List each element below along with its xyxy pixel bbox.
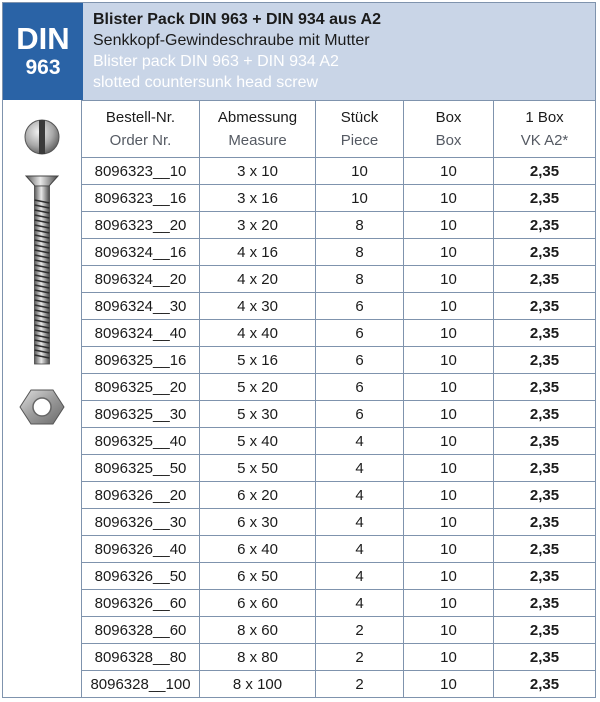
table-row bbox=[82, 347, 596, 374]
header-measure-de: Abmessung bbox=[217, 109, 298, 126]
order-nr-cell: 8096325__40 bbox=[82, 428, 200, 455]
box-cell: 10 bbox=[404, 644, 494, 671]
piece-cell: 10 bbox=[316, 185, 404, 212]
badge-line1: DIN bbox=[16, 20, 70, 56]
measure-cell: 4 x 40 bbox=[200, 320, 316, 347]
hex-nut-icon bbox=[20, 390, 64, 424]
piece-cell: 10 bbox=[316, 158, 404, 185]
piece-cell: 2 bbox=[316, 671, 404, 698]
price-cell: 2,35 bbox=[494, 617, 596, 644]
box-cell: 10 bbox=[404, 509, 494, 536]
countersunk-screw-icon bbox=[26, 176, 58, 364]
table-row bbox=[82, 509, 596, 536]
header-price-en: VK A2* bbox=[520, 132, 569, 149]
table-row bbox=[82, 212, 596, 239]
measure-cell: 5 x 20 bbox=[200, 374, 316, 401]
measure-cell: 6 x 20 bbox=[200, 482, 316, 509]
piece-cell: 8 bbox=[316, 212, 404, 239]
table-row bbox=[82, 293, 596, 320]
title-box bbox=[83, 3, 595, 100]
table-row bbox=[82, 536, 596, 563]
piece-cell: 8 bbox=[316, 266, 404, 293]
header-box-en: Box bbox=[435, 132, 462, 149]
measure-cell: 3 x 10 bbox=[200, 158, 316, 185]
table-row bbox=[82, 185, 596, 212]
table-row bbox=[82, 158, 596, 185]
price-cell: 2,35 bbox=[494, 644, 596, 671]
box-cell: 10 bbox=[404, 482, 494, 509]
piece-cell: 4 bbox=[316, 590, 404, 617]
piece-cell: 6 bbox=[316, 401, 404, 428]
price-cell: 2,35 bbox=[494, 455, 596, 482]
order-nr-cell: 8096328__60 bbox=[82, 617, 200, 644]
order-nr-cell: 8096325__30 bbox=[82, 401, 200, 428]
header-box-de: Box bbox=[435, 109, 462, 126]
order-nr-cell: 8096328__100 bbox=[82, 671, 200, 698]
order-nr-cell: 8096326__20 bbox=[82, 482, 200, 509]
measure-cell: 6 x 40 bbox=[200, 536, 316, 563]
table-row bbox=[82, 239, 596, 266]
piece-cell: 2 bbox=[316, 644, 404, 671]
box-cell: 10 bbox=[404, 563, 494, 590]
box-cell: 10 bbox=[404, 347, 494, 374]
title-en-line2: slotted countersunk head screw bbox=[93, 74, 319, 91]
piece-cell: 4 bbox=[316, 428, 404, 455]
din-badge bbox=[3, 3, 83, 100]
box-cell: 10 bbox=[404, 212, 494, 239]
order-nr-cell: 8096323__10 bbox=[82, 158, 200, 185]
piece-cell: 2 bbox=[316, 617, 404, 644]
measure-cell: 4 x 30 bbox=[200, 293, 316, 320]
order-nr-cell: 8096326__40 bbox=[82, 536, 200, 563]
box-cell: 10 bbox=[404, 401, 494, 428]
header-measure-en: Measure bbox=[228, 132, 287, 149]
order-nr-cell: 8096323__20 bbox=[82, 212, 200, 239]
box-cell: 10 bbox=[404, 428, 494, 455]
price-cell: 2,35 bbox=[494, 482, 596, 509]
piece-cell: 4 bbox=[316, 536, 404, 563]
price-cell: 2,35 bbox=[494, 347, 596, 374]
price-cell: 2,35 bbox=[494, 536, 596, 563]
measure-cell: 4 x 20 bbox=[200, 266, 316, 293]
measure-cell: 3 x 16 bbox=[200, 185, 316, 212]
piece-cell: 4 bbox=[316, 509, 404, 536]
header-order-nr bbox=[82, 101, 200, 158]
badge-line2: 963 bbox=[25, 55, 61, 79]
piece-cell: 4 bbox=[316, 455, 404, 482]
table-row bbox=[82, 374, 596, 401]
measure-cell: 8 x 80 bbox=[200, 644, 316, 671]
title-de-line2: Senkkopf-Gewindeschraube mit Mutter bbox=[93, 32, 370, 49]
order-nr-cell: 8096324__16 bbox=[82, 239, 200, 266]
measure-cell: 6 x 30 bbox=[200, 509, 316, 536]
measure-cell: 5 x 40 bbox=[200, 428, 316, 455]
order-nr-cell: 8096328__80 bbox=[82, 644, 200, 671]
order-nr-cell: 8096326__30 bbox=[82, 509, 200, 536]
title-de-line1: Blister Pack DIN 963 + DIN 934 aus A2 bbox=[93, 11, 381, 28]
product-table bbox=[81, 100, 596, 698]
table-row bbox=[82, 320, 596, 347]
table-row bbox=[82, 428, 596, 455]
piece-cell: 6 bbox=[316, 374, 404, 401]
table-body bbox=[82, 158, 596, 698]
header bbox=[3, 3, 595, 100]
piece-cell: 8 bbox=[316, 239, 404, 266]
price-cell: 2,35 bbox=[494, 239, 596, 266]
measure-cell: 4 x 16 bbox=[200, 239, 316, 266]
box-cell: 10 bbox=[404, 671, 494, 698]
price-cell: 2,35 bbox=[494, 185, 596, 212]
box-cell: 10 bbox=[404, 158, 494, 185]
price-cell: 2,35 bbox=[494, 563, 596, 590]
measure-cell: 5 x 30 bbox=[200, 401, 316, 428]
order-nr-cell: 8096324__30 bbox=[82, 293, 200, 320]
order-nr-cell: 8096324__40 bbox=[82, 320, 200, 347]
table-row bbox=[82, 266, 596, 293]
box-cell: 10 bbox=[404, 374, 494, 401]
box-cell: 10 bbox=[404, 590, 494, 617]
piece-cell: 6 bbox=[316, 293, 404, 320]
measure-cell: 5 x 16 bbox=[200, 347, 316, 374]
table-row bbox=[82, 617, 596, 644]
header-box bbox=[404, 101, 494, 158]
box-cell: 10 bbox=[404, 617, 494, 644]
measure-cell: 6 x 50 bbox=[200, 563, 316, 590]
price-cell: 2,35 bbox=[494, 266, 596, 293]
price-cell: 2,35 bbox=[494, 320, 596, 347]
price-cell: 2,35 bbox=[494, 590, 596, 617]
product-illustration bbox=[3, 100, 81, 697]
price-cell: 2,35 bbox=[494, 293, 596, 320]
header-order-nr-en: Order Nr. bbox=[109, 132, 172, 149]
measure-cell: 8 x 100 bbox=[200, 671, 316, 698]
table-row bbox=[82, 455, 596, 482]
slotted-screw-head-icon bbox=[25, 120, 59, 154]
header-price bbox=[494, 101, 596, 158]
order-nr-cell: 8096323__16 bbox=[82, 185, 200, 212]
order-nr-cell: 8096324__20 bbox=[82, 266, 200, 293]
box-cell: 10 bbox=[404, 239, 494, 266]
piece-cell: 4 bbox=[316, 482, 404, 509]
order-nr-cell: 8096325__20 bbox=[82, 374, 200, 401]
price-cell: 2,35 bbox=[494, 428, 596, 455]
order-nr-cell: 8096325__50 bbox=[82, 455, 200, 482]
piece-cell: 6 bbox=[316, 320, 404, 347]
table-row bbox=[82, 644, 596, 671]
table-row bbox=[82, 563, 596, 590]
price-cell: 2,35 bbox=[494, 509, 596, 536]
piece-cell: 4 bbox=[316, 563, 404, 590]
measure-cell: 5 x 50 bbox=[200, 455, 316, 482]
measure-cell: 8 x 60 bbox=[200, 617, 316, 644]
box-cell: 10 bbox=[404, 185, 494, 212]
box-cell: 10 bbox=[404, 293, 494, 320]
measure-cell: 6 x 60 bbox=[200, 590, 316, 617]
order-nr-cell: 8096325__16 bbox=[82, 347, 200, 374]
order-nr-cell: 8096326__50 bbox=[82, 563, 200, 590]
price-cell: 2,35 bbox=[494, 401, 596, 428]
order-nr-cell: 8096326__60 bbox=[82, 590, 200, 617]
table-header bbox=[82, 101, 596, 158]
price-cell: 2,35 bbox=[494, 374, 596, 401]
table-row bbox=[82, 590, 596, 617]
price-cell: 2,35 bbox=[494, 158, 596, 185]
piece-cell: 6 bbox=[316, 347, 404, 374]
title-en-line1: Blister pack DIN 963 + DIN 934 A2 bbox=[93, 53, 339, 70]
box-cell: 10 bbox=[404, 536, 494, 563]
box-cell: 10 bbox=[404, 266, 494, 293]
box-cell: 10 bbox=[404, 455, 494, 482]
table-row bbox=[82, 671, 596, 698]
header-price-de: 1 Box bbox=[525, 109, 564, 126]
box-cell: 10 bbox=[404, 320, 494, 347]
header-order-nr-de: Bestell-Nr. bbox=[105, 109, 176, 126]
table-row bbox=[82, 482, 596, 509]
price-cell: 2,35 bbox=[494, 212, 596, 239]
price-cell: 2,35 bbox=[494, 671, 596, 698]
header-piece-de: Stück bbox=[340, 109, 379, 126]
header-piece bbox=[316, 101, 404, 158]
header-measure bbox=[200, 101, 316, 158]
header-piece-en: Piece bbox=[340, 132, 379, 149]
table-row bbox=[82, 401, 596, 428]
measure-cell: 3 x 20 bbox=[200, 212, 316, 239]
